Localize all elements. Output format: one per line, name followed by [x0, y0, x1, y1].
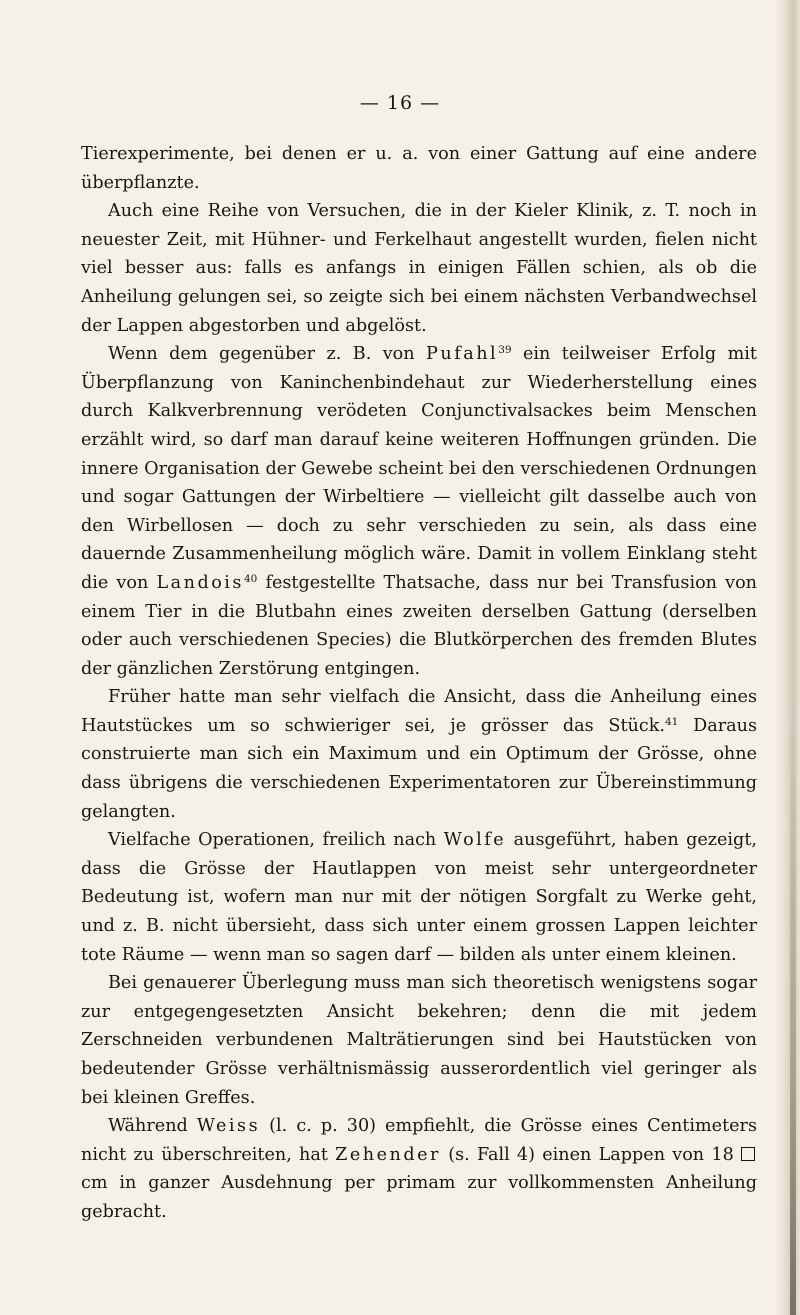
text-run: festgestellte Thatsache, dass nur bei Transfusion von einem Tier in die Blutbahn eines zweiten derselben Gattung (derselben oder auch verschiedenen Species) die Blutkörperchen des fremden Blutes der gänzlichen Zerstörung entgingen. — [81, 572, 757, 679]
paragraph — [81, 140, 757, 197]
text-run: ein teilweiser Erfolg mit Überpflanzung von Kaninchenbindehaut zur Wiederherstellung eines durch Kalkverbrennung verödeten Conjunctivalsackes beim Menschen erzählt wird, so darf man darauf keine weiteren Hoffnungen gründen. Die innere Organisation der Gewebe scheint bei den verschiedenen Ordnungen und sogar Gattungen der Wirbeltiere — vielleicht gilt dasselbe auch von den Wirbellosen — doch zu sehr verschieden zu sein, als dass eine dauernde Zusammenheilung möglich wäre. Damit in vollem Einklang steht die von — [81, 344, 757, 593]
paragraph — [81, 340, 757, 683]
footnote-reference: 39 — [498, 344, 512, 357]
paragraph — [81, 969, 757, 1112]
text-run: Daraus construierte man sich ein Maximum und ein Optimum der Grösse, ohne dass übrigens die verschiedenen Experimentatoren zur Übereinstimmung gelangten. — [81, 715, 757, 822]
page-number: — 16 — — [359, 92, 441, 114]
text-run: ausgeführt, haben gezeigt, dass die Grösse der Hautlappen von meist sehr untergeordneter Bedeutung ist, wofern man nur mit der nötigen Sorgfalt zu Werke geht, und z. B. nicht übersieht, dass sich unter einem grossen Lappen leichter tote Räume — wenn man so sagen darf — bilden als unter einem kleinen. — [81, 830, 757, 965]
paragraph — [81, 683, 757, 826]
text-run: Früher hatte man sehr vielfach die Ansicht, dass die Anheilung eines Hautstückes um so schwieriger sei, je grösser das Stück. — [81, 687, 757, 736]
author-name: Pufahl — [426, 344, 499, 365]
paragraph — [81, 197, 757, 340]
text-run: Wenn dem gegenüber z. B. von — [108, 344, 427, 365]
author-name: Wolfe — [443, 830, 507, 851]
paragraph — [81, 1112, 757, 1226]
author-name: Zehender — [335, 1144, 441, 1165]
text-run: (l. c. p. 30) empfiehlt, die Grösse eines Centimeters nicht zu überschreiten, hat — [81, 1116, 757, 1165]
text-run: Tierexperimente, bei denen er u. a. von einer Gattung auf eine andere überpflanzte. — [81, 144, 757, 193]
text-run: Während — [108, 1116, 197, 1137]
text-run: Vielfache Operationen, freilich nach — [108, 830, 444, 851]
text-run: Auch eine Reihe von Versuchen, die in der Kieler Klinik, z. T. noch in neuester Zeit, mit Hühner- und Ferkelhaut angestellt wurden, fielen nicht viel besser aus: falls es anfangs in einigen Fällen schien, als ob die Anheilung gelungen sei, so zeigte sich bei einem nächsten Verbandwechsel der Lappen abgestorben und abgelöst. — [81, 201, 757, 336]
paragraph — [81, 826, 757, 969]
footnote-reference: 41 — [664, 716, 679, 729]
text-body — [81, 140, 757, 1227]
text-run: Bei genauerer Überlegung muss man sich theoretisch wenigstens sogar zur entgegengesetzten Ansicht bekehren; denn die mit jedem Zerschneiden verbundenen Malträtierungen sind bei Hautstücken von bedeutender Grösse verhältnismässig ausserordentlich viel geringer als bei kleinen Greffes. — [81, 973, 757, 1108]
author-name: Weiss — [196, 1116, 261, 1137]
text-run: cm in ganzer Ausdehnung per primam zur vollkommensten Anheilung gebracht. — [81, 1173, 757, 1222]
page-edge-shadow — [774, 0, 800, 1315]
text-run: (s. Fall 4) einen Lappen von 18 — [440, 1144, 742, 1165]
footnote-reference: 40 — [243, 573, 258, 586]
square-symbol-icon — [741, 1147, 755, 1161]
author-name: Landois — [156, 572, 244, 593]
